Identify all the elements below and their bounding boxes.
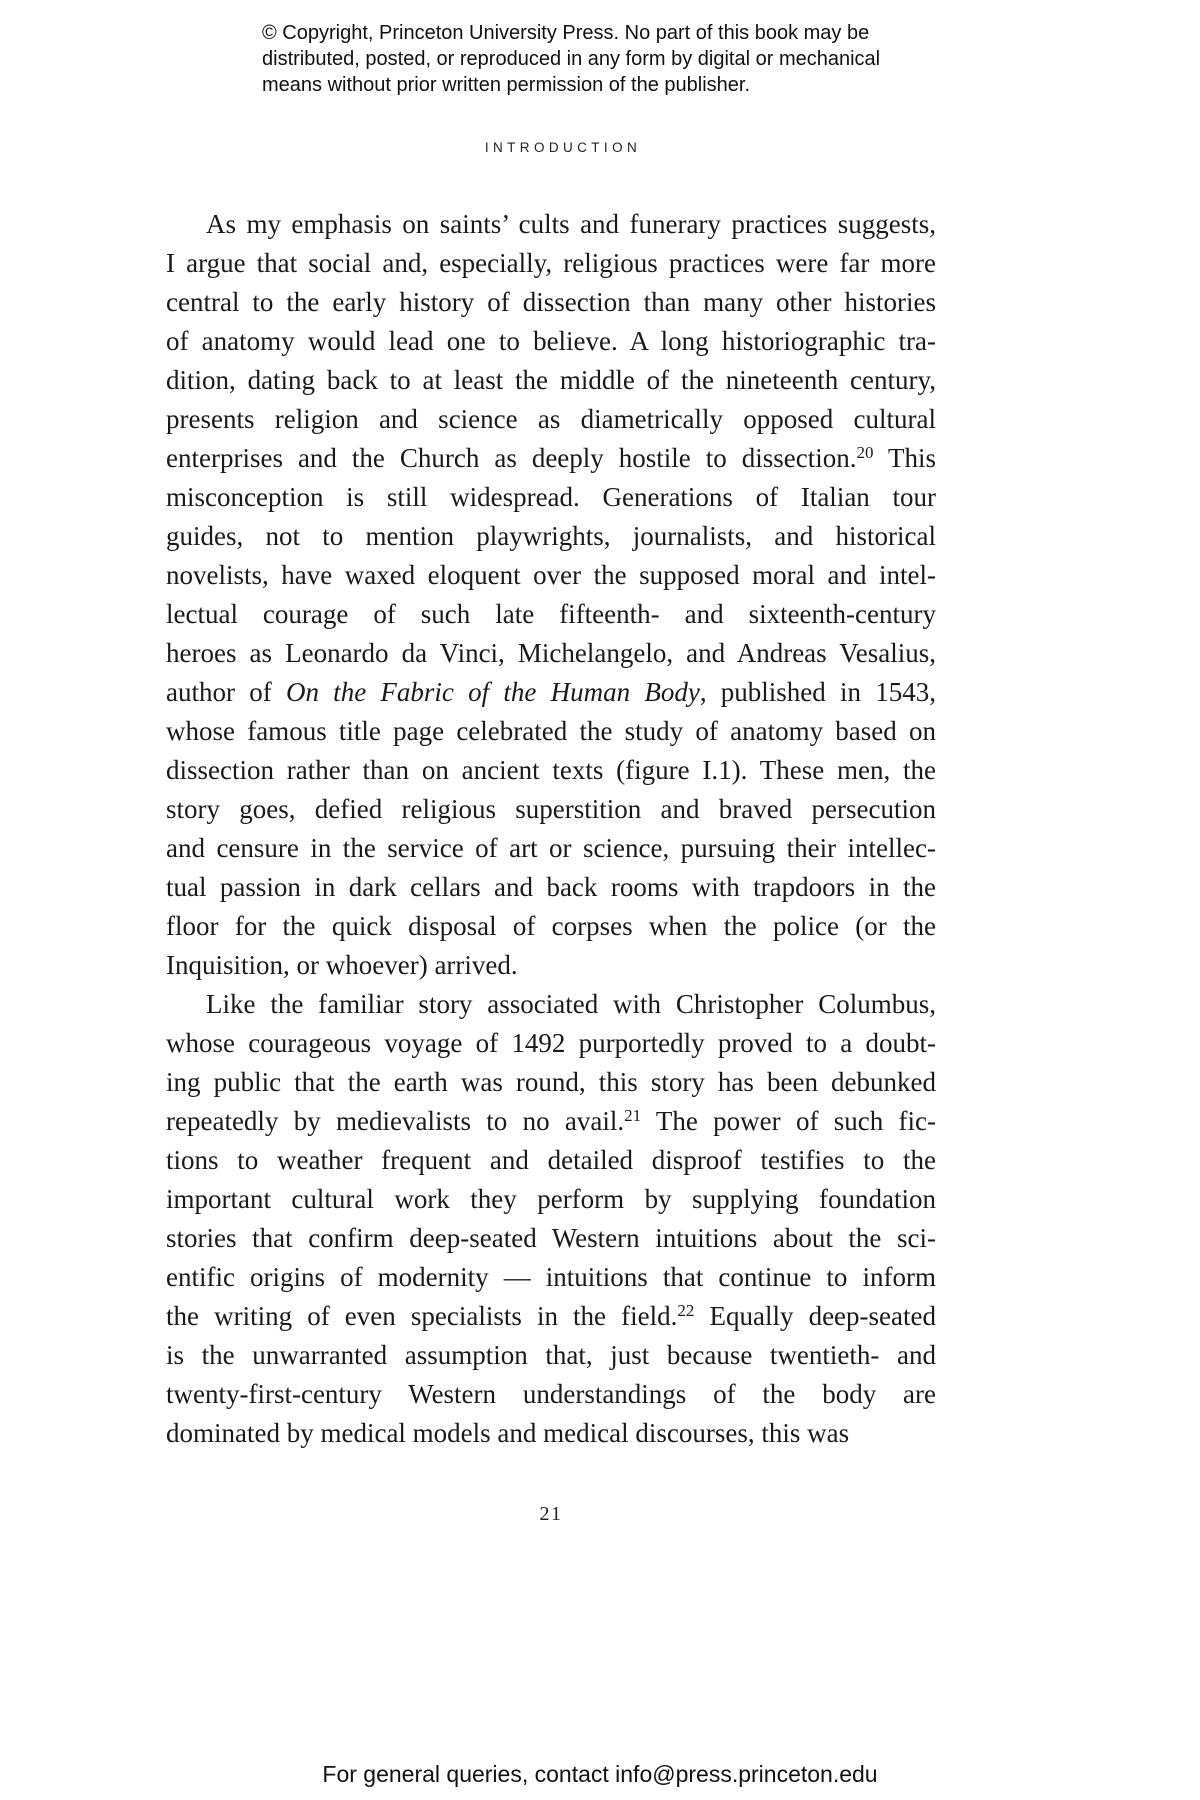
- text-line: [166, 907, 936, 946]
- text-run: tions to weather frequent and detailed disproof testifies to the: [166, 1145, 936, 1175]
- text-run: floor for the quick disposal of corpses when the police (or the: [166, 911, 936, 941]
- text-line: [166, 1336, 936, 1375]
- text-run: is the unwarranted assumption that, just because twentieth- and: [166, 1340, 936, 1370]
- text-line: [166, 868, 936, 907]
- text-line: [166, 595, 936, 634]
- text-run: ing public that the earth was round, this story has been debunked: [166, 1067, 936, 1097]
- text-line: [166, 1375, 936, 1414]
- copyright-notice: [262, 20, 962, 98]
- text-line: [166, 985, 936, 1024]
- text-line: [166, 1258, 936, 1297]
- text-line: [166, 1024, 936, 1063]
- text-run: heroes as Leonardo da Vinci, Michelangelo, and Andreas Vesalius,: [166, 638, 936, 668]
- copyright-line: means without prior written permission of the publisher.: [262, 74, 751, 96]
- text-line: [166, 790, 936, 829]
- running-head: INTRODUCTION: [484, 140, 642, 155]
- text-run: novelists, have waxed eloquent over the supposed moral and intel-: [166, 560, 936, 590]
- text-line: [166, 751, 936, 790]
- text-run: The power of such fic-: [641, 1106, 936, 1136]
- text-line: [166, 322, 936, 361]
- copyright-line: distributed, posted, or reproduced in any form by digital or mechanical: [262, 48, 881, 70]
- book-title: On the Fabric of the Human Body: [285, 677, 700, 707]
- text-run: twenty-first-century Western understandings of the body are: [166, 1379, 936, 1409]
- text-line: [166, 244, 936, 283]
- text-line: [166, 283, 936, 322]
- footnote-ref: 20: [856, 443, 874, 462]
- text-run: author of: [166, 677, 286, 707]
- text-line: [166, 1414, 936, 1453]
- text-run: dissection rather than on ancient texts (figure I.1). These men, the: [166, 755, 936, 785]
- text-run: story goes, defied religious superstition and braved persecution: [166, 794, 936, 824]
- text-line: [166, 1102, 936, 1141]
- text-run: important cultural work they perform by supplying foundation: [166, 1184, 936, 1214]
- text-run: entific origins of modernity — intuitions that continue to inform: [166, 1262, 936, 1292]
- text-line: [166, 400, 936, 439]
- text-run: whose courageous voyage of 1492 purportedly proved to a doubt-: [166, 1028, 936, 1058]
- text-line: [166, 1141, 936, 1180]
- text-line: [166, 673, 936, 712]
- text-line: [166, 517, 936, 556]
- text-line: [166, 361, 936, 400]
- text-run: , published in 1543,: [699, 677, 937, 707]
- body-text: [166, 205, 936, 1453]
- text-run: presents religion and science as diametrically opposed cultural: [166, 404, 936, 434]
- text-run: the writing of even specialists in the field.: [166, 1301, 678, 1331]
- text-line: [166, 478, 936, 517]
- text-run: dition, dating back to at least the middle of the nineteenth century,: [166, 365, 936, 395]
- text-run: Inquisition, or whoever) arrived.: [166, 950, 518, 980]
- text-run: I argue that social and, especially, religious practices were far more: [166, 248, 936, 278]
- text-run: repeatedly by medievalists to no avail.: [166, 1106, 625, 1136]
- text-line: [166, 1180, 936, 1219]
- text-run: and censure in the service of art or science, pursuing their intellec-: [166, 833, 936, 863]
- text-line: [166, 829, 936, 868]
- text-run: As my emphasis on saints’ cults and funerary practices suggests,: [206, 209, 936, 239]
- text-line: [166, 205, 936, 244]
- text-line: [166, 1063, 936, 1102]
- text-run: enterprises and the Church as deeply hostile to dissection.: [166, 443, 857, 473]
- text-run: Like the familiar story associated with Christopher Columbus,: [206, 989, 936, 1019]
- copyright-line: © Copyright, Princeton University Press. No part of this book may be: [262, 22, 870, 44]
- text-run: stories that confirm deep-seated Western intuitions about the sci-: [166, 1223, 936, 1253]
- page-number: 21: [539, 1503, 563, 1525]
- footnote-ref: 22: [677, 1301, 695, 1320]
- footnote-ref: 21: [624, 1106, 642, 1125]
- text-run: This: [873, 443, 936, 473]
- text-line: [166, 439, 936, 478]
- text-line: [166, 634, 936, 673]
- text-line: [166, 712, 936, 751]
- text-run: guides, not to mention playwrights, journalists, and historical: [166, 521, 936, 551]
- footer-contact: For general queries, contact info@press.princeton.edu: [322, 1761, 878, 1787]
- text-run: lectual courage of such late fifteenth- and sixteenth-century: [166, 599, 936, 629]
- text-run: dominated by medical models and medical discourses, this was: [166, 1418, 850, 1448]
- text-run: of anatomy would lead one to believe. A long historiographic tra-: [166, 326, 936, 356]
- text-run: Equally deep-seated: [694, 1301, 936, 1331]
- text-line: [166, 946, 936, 985]
- text-run: whose famous title page celebrated the study of anatomy based on: [166, 716, 936, 746]
- text-line: [166, 1297, 936, 1336]
- text-run: misconception is still widespread. Generations of Italian tour: [166, 482, 936, 512]
- text-run: tual passion in dark cellars and back rooms with trapdoors in the: [166, 872, 936, 902]
- text-run: central to the early history of dissection than many other histories: [166, 287, 936, 317]
- text-line: [166, 556, 936, 595]
- text-line: [166, 1219, 936, 1258]
- paragraph: [166, 205, 936, 985]
- paragraph: [166, 985, 936, 1453]
